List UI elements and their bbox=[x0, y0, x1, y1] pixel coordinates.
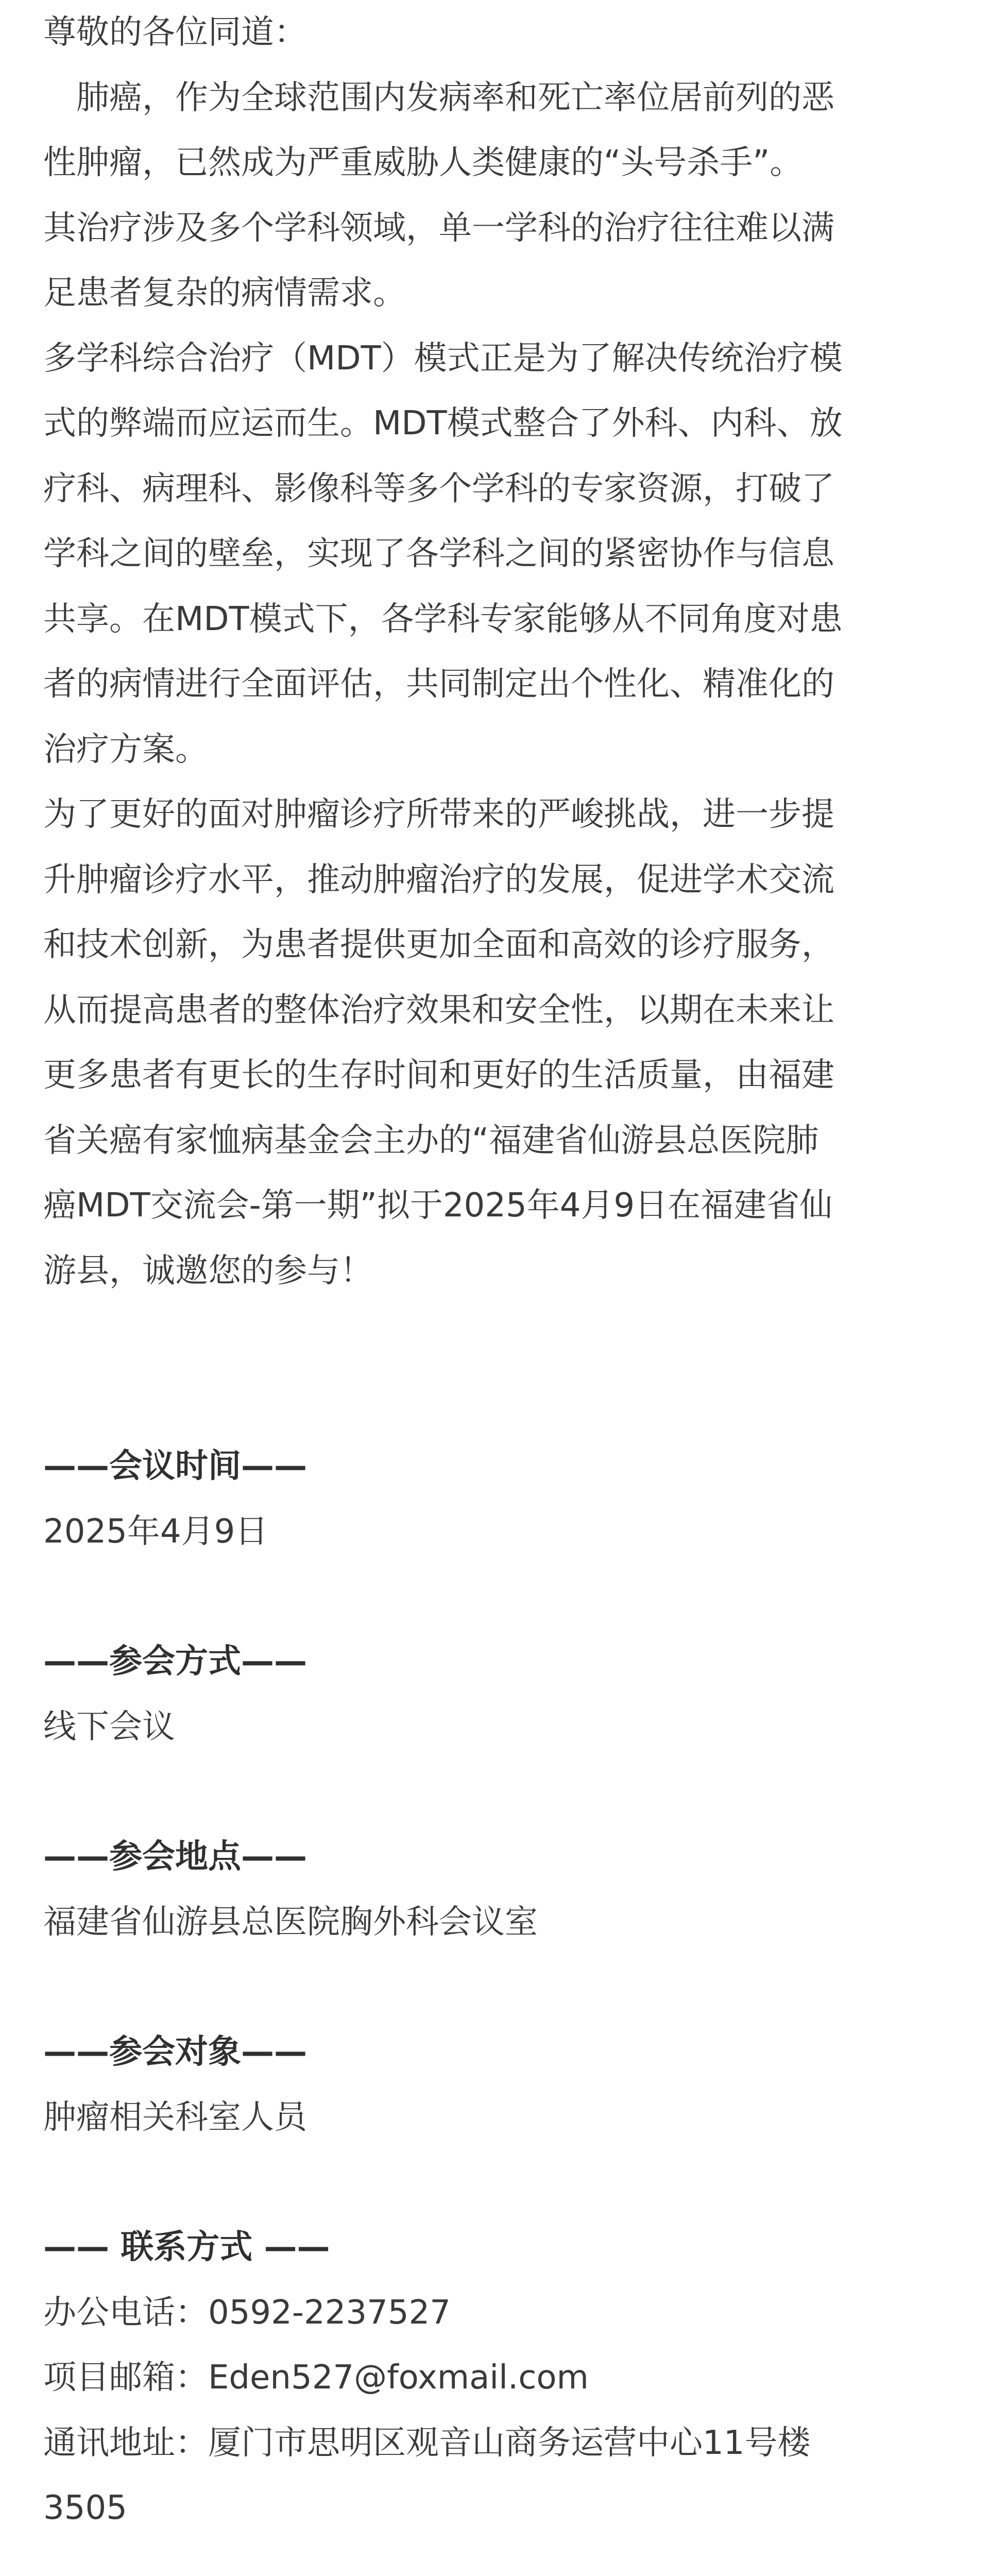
paragraph-line: 省关癌有家恤病基金会主办的“福建省仙游县总医院肺 bbox=[43, 1121, 819, 1160]
attendance-mode-heading: ——参会方式—— bbox=[43, 1642, 307, 1681]
paragraph-mdt-model bbox=[43, 326, 946, 783]
spacer bbox=[43, 1759, 946, 1824]
contact-address-line: 3505 bbox=[43, 2489, 127, 2527]
paragraph-line: 者的病情进行全面评估，共同制定出个性化、精准化的 bbox=[43, 665, 834, 703]
paragraph-lung-cancer bbox=[43, 65, 946, 326]
spacer bbox=[43, 1303, 946, 1434]
paragraph-line: 疗科、病理科、影像科等多个学科的专家资源，打破了 bbox=[43, 469, 834, 508]
contact-email: 项目邮箱：Eden527@foxmail.com bbox=[43, 2359, 589, 2397]
paragraph-line: 治疗方案。 bbox=[43, 730, 208, 769]
paragraph-line: 其治疗涉及多个学科领域，单一学科的治疗往往难以满 bbox=[43, 209, 834, 247]
paragraph-line: 升肿瘤诊疗水平，推动肿瘤治疗的发展，促进学术交流 bbox=[43, 860, 834, 899]
venue-value: 福建省仙游县总医院胸外科会议室 bbox=[43, 1903, 538, 1941]
contact-section bbox=[43, 2215, 946, 2541]
paragraph-line: 性肿瘤，已然成为严重威胁人类健康的“头号杀手”。 bbox=[43, 144, 803, 182]
meeting-time-heading: ——会议时间—— bbox=[43, 1447, 307, 1485]
contact-phone: 办公电话：0592-2237527 bbox=[43, 2293, 451, 2332]
attendance-mode-section bbox=[43, 1629, 946, 1759]
venue-section bbox=[43, 1824, 946, 1955]
paragraph-line: 共享。在MDT模式下，各学科专家能够从不同角度对患 bbox=[43, 600, 843, 638]
paragraph-line: 肺癌，作为全球范围内发病率和死亡率位居前列的恶 bbox=[76, 78, 834, 117]
paragraph-line: 学科之间的壁垒，实现了各学科之间的紧密协作与信息 bbox=[43, 535, 834, 573]
paragraph-line: 为了更好的面对肿瘤诊疗所带来的严峻挑战，进一步提 bbox=[43, 795, 834, 834]
paragraph-line: 从而提高患者的整体治疗效果和安全性，以期在未来让 bbox=[43, 991, 834, 1029]
paragraph-line: 和技术创新，为患者提供更加全面和高效的诊疗服务， bbox=[43, 926, 834, 964]
spacer bbox=[43, 1564, 946, 1629]
paragraph-line: 多学科综合治疗（MDT）模式正是为了解决传统治疗模 bbox=[43, 339, 843, 378]
paragraph-line: 癌MDT交流会-第一期”拟于2025年4月9日在福建省仙 bbox=[43, 1187, 833, 1225]
spacer bbox=[43, 2150, 946, 2215]
spacer bbox=[43, 1955, 946, 2020]
paragraph-line: 足患者复杂的病情需求。 bbox=[43, 274, 406, 312]
contact-heading: —— 联系方式 —— bbox=[43, 2228, 330, 2266]
contact-address-line: 通讯地址：厦门市思明区观音山商务运营中心11号楼 bbox=[43, 2424, 811, 2462]
paragraph-invitation bbox=[43, 782, 946, 1303]
invitation-page bbox=[43, 0, 946, 2541]
meeting-time-value: 2025年4月9日 bbox=[43, 1512, 268, 1551]
audience-heading: ——参会对象—— bbox=[43, 2033, 307, 2071]
paragraph-line: 更多患者有更长的生存时间和更好的生活质量，由福建 bbox=[43, 1056, 834, 1094]
meeting-info bbox=[43, 1434, 946, 2541]
audience-value: 肿瘤相关科室人员 bbox=[43, 2098, 307, 2137]
paragraph-line: 游县，诚邀您的参与！ bbox=[43, 1251, 373, 1290]
audience-section bbox=[43, 2020, 946, 2150]
paragraph-line: 式的弊端而应运而生。MDT模式整合了外科、内科、放 bbox=[43, 404, 843, 443]
meeting-time-section bbox=[43, 1434, 946, 1564]
attendance-mode-value: 线下会议 bbox=[43, 1707, 175, 1746]
venue-heading: ——参会地点—— bbox=[43, 1838, 307, 1876]
invitation-letter bbox=[43, 0, 946, 1303]
greeting: 尊敬的各位同道： bbox=[43, 13, 307, 52]
